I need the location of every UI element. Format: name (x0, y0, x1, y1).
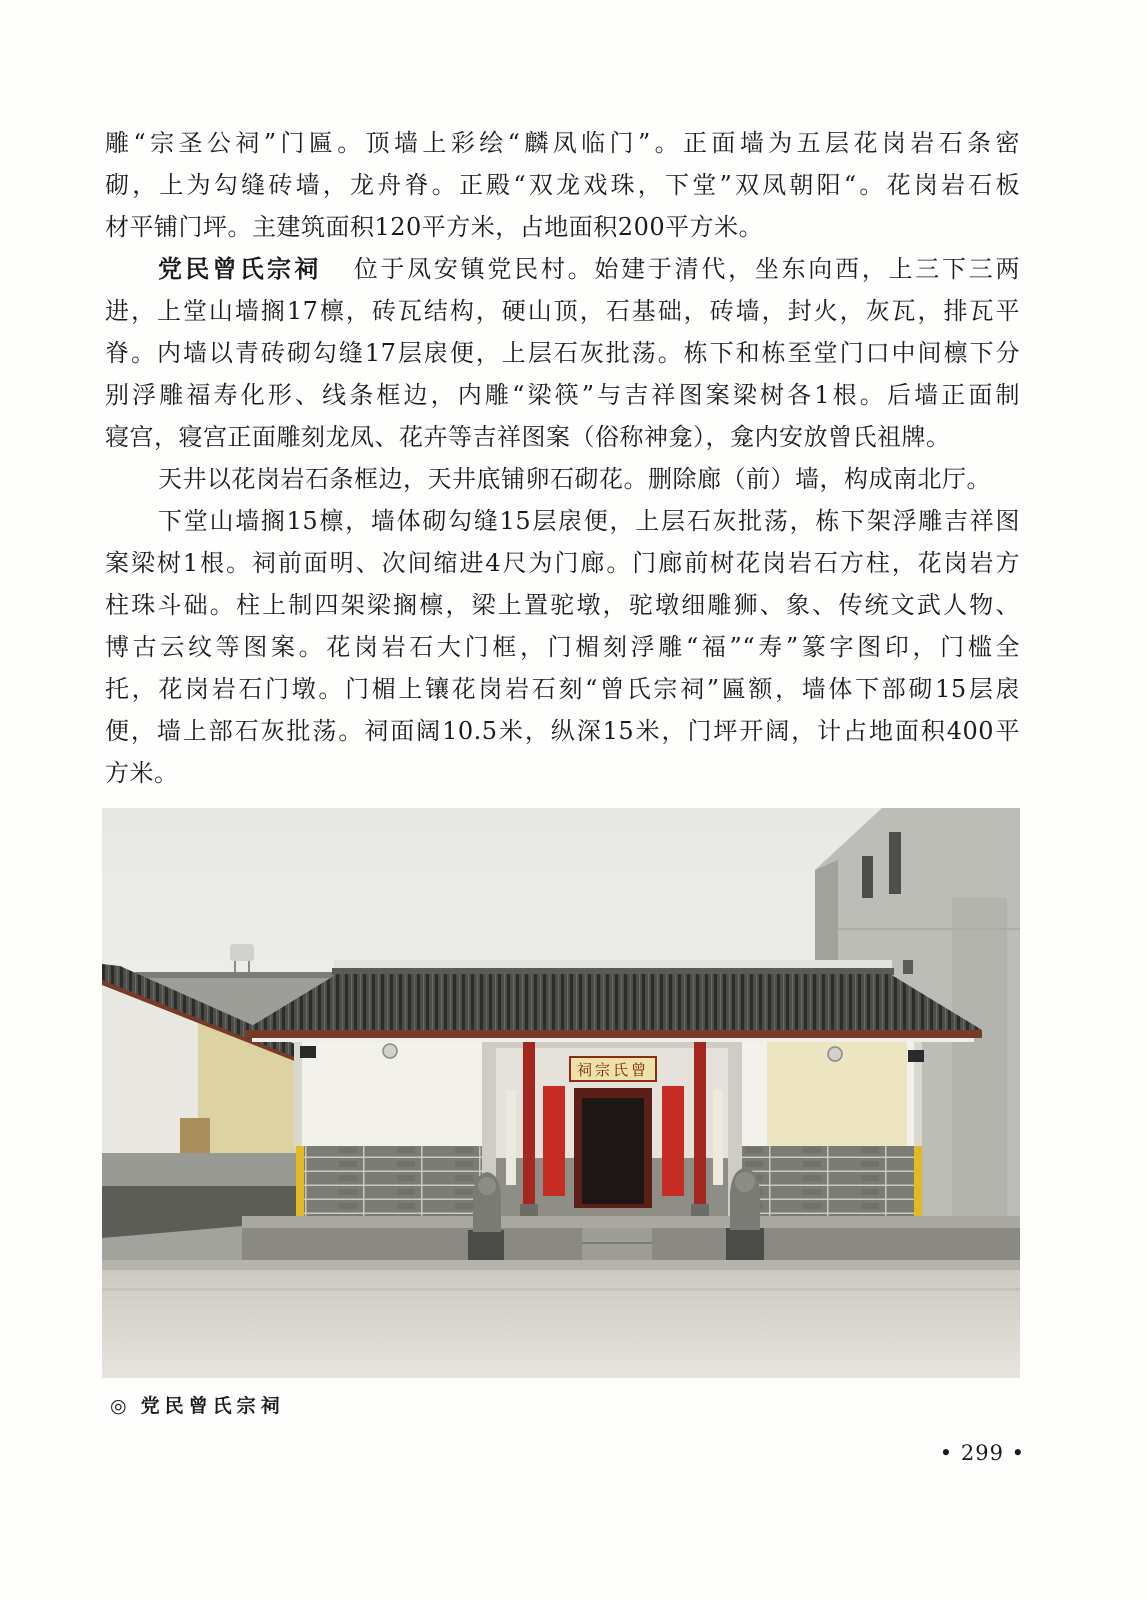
text-line (105, 248, 1020, 290)
figure-caption (110, 1391, 285, 1421)
red-couplet-right (662, 1086, 684, 1196)
red-pillar-left (523, 1042, 535, 1218)
pillar-couplet-right (713, 1090, 723, 1185)
text-line: 寝宫，寝宫正面雕刻龙凤、花卉等吉祥图案（俗称神龛），龛内安放曾氏祖牌。 (105, 423, 951, 451)
entry-heading: 党民曾氏宗祠 (158, 255, 322, 283)
pillar-couplet-left (506, 1090, 516, 1185)
text-line-content: 位于凤安镇党民村。始建于清代，坐东向西，上三下三两 (351, 255, 1020, 283)
ancestral-hall-photo (102, 808, 1020, 1378)
text-line: 托，花岗岩石门墩。门楣上镶花岗岩石刻“曾氏宗祠”匾额，墙体下部砌15层扆 (105, 675, 1020, 703)
caption-text: 党民曾氏宗祠 (140, 1395, 285, 1417)
text-line: 便，墙上部石灰批荡。祠面阔10.5米，纵深15米，门坪开阔，计占地面积400平 (105, 717, 1020, 745)
plaque (570, 1057, 656, 1081)
text-line: 天井以花岗岩石条框边，天井底铺卵石砌花。删除廊（前）墙，构成南北厅。 (158, 465, 991, 493)
temple-roof (245, 968, 982, 1042)
page-number: • 299 • (939, 1441, 1025, 1465)
round-vent-left (383, 1044, 397, 1058)
doorway (582, 1098, 644, 1204)
text-line: 博古云纹等图案。花岗岩石大门框，门楣刻浮雕“福”“寿”篆字图印，门槛全 (105, 633, 1020, 661)
caption-mark: ◎ (110, 1395, 127, 1417)
text-line: 进，上堂山墙搁17檩，砖瓦结构，硬山顶，石基础，砖墙，封火，灰瓦，排瓦平 (105, 297, 1020, 325)
text-line: 别浮雕福寿化形、线条框边，内雕“梁筷”与吉祥图案梁树各1根。后墙正面制 (105, 381, 1020, 409)
stone-platform (242, 1216, 1020, 1260)
wall-lamp-left (300, 1046, 316, 1058)
text-line: 材平铺门坪。主建筑面积120平方米，占地面积200平方米。 (105, 213, 764, 241)
courtyard-ground (102, 1260, 1020, 1378)
wall-lamp-right (908, 1050, 924, 1062)
text-line: 下堂山墙搁15檩，墙体砌勾缝15层扆便，上层石灰批荡，栋下架浮雕吉祥图 (158, 507, 1020, 535)
text-line: 柱珠斗础。柱上制四架梁搁檩，梁上置驼墩，驼墩细雕狮、象、传统文武人物、 (105, 591, 1020, 619)
text-line: 雕“宗圣公祠”门匾。顶墙上彩绘“麟凤临门”。正面墙为五层花岗岩石条密 (105, 129, 1020, 157)
plaque-text: 祠宗氏曾 (576, 1061, 650, 1079)
red-couplet-left (543, 1086, 565, 1196)
stone-lion-right (726, 1168, 764, 1262)
article-body (105, 122, 1020, 794)
text-line: 方米。 (105, 759, 179, 787)
round-vent-right (828, 1047, 842, 1061)
text-line: 砌，上为勾缝砖墙，龙舟脊。正殿“双龙戏珠，下堂”双凤朝阳“。花岗岩石板 (105, 171, 1020, 199)
text-line: 脊。内墙以青砖砌勾缝17层扆便，上层石灰批荡。栋下和栋至堂门口中间檩下分 (105, 339, 1020, 367)
red-pillar-right (694, 1042, 706, 1218)
text-line: 案梁树1根。祠前面明、次间缩进4尺为门廊。门廊前树花岗岩石方柱，花岗岩方 (105, 549, 1020, 577)
